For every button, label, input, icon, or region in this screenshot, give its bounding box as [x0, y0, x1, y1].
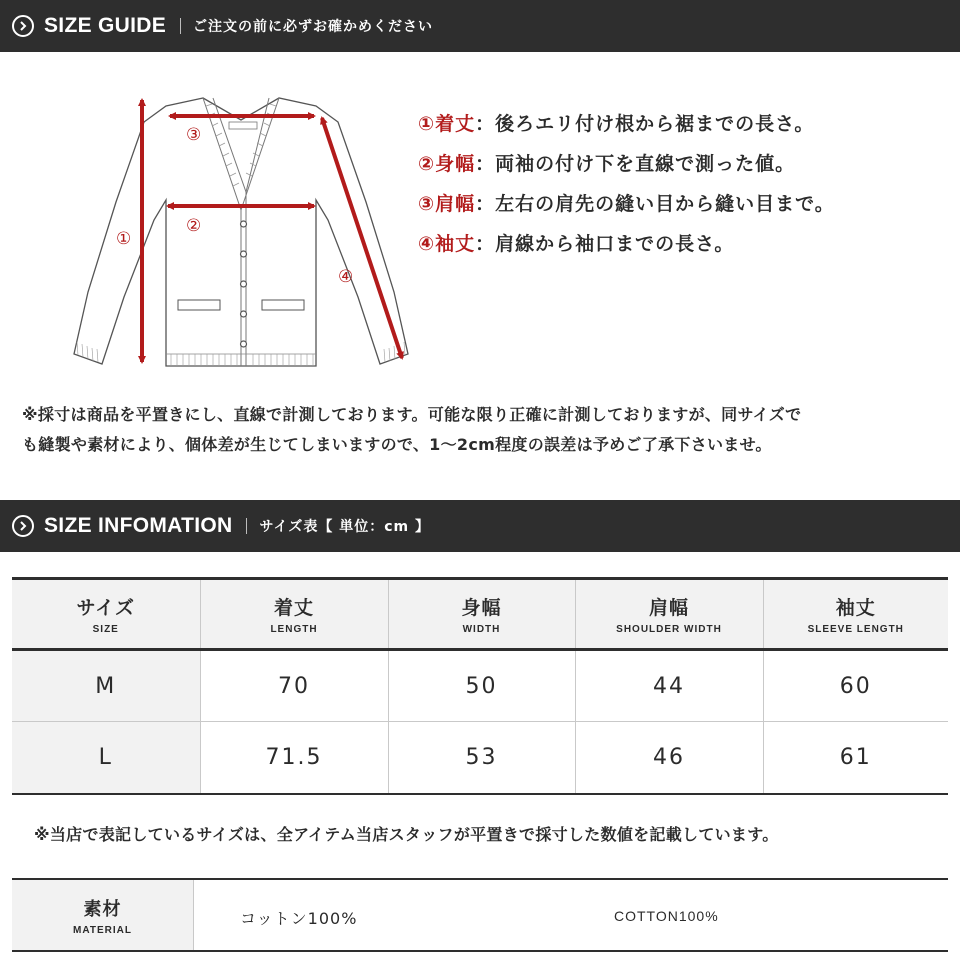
header-divider — [180, 18, 181, 34]
measurement-note-line: も縫製や素材により、個体差が生じてしまいますので、1～2cm程度の誤差は予めご了承下さいませ。 — [22, 435, 772, 454]
column-header-size: サイズ SIZE — [12, 579, 200, 650]
material-label — [12, 880, 194, 950]
measurement-note-line: ※採寸は商品を平置きにし、直線で計測しております。可能な限り正確に計測しておりますが、同サイズで — [22, 405, 802, 424]
definition-key: ④袖丈 — [418, 232, 476, 255]
definition-text: ：両袖の付け下を直線で測った値。 — [475, 152, 796, 175]
cardigan-measurement-illustration — [66, 92, 426, 377]
sleeve-arrow — [322, 118, 402, 358]
definition-key: ②身幅 — [418, 152, 476, 175]
definition-length — [418, 102, 835, 142]
measurement-definitions — [418, 102, 835, 262]
marker-1: ① — [116, 229, 132, 249]
size-guide-header — [0, 0, 960, 52]
size-info-title: SIZE INFOMATION — [44, 514, 233, 537]
header-divider — [246, 518, 247, 534]
table-cell: 44 — [575, 650, 763, 722]
table-cell: 46 — [575, 722, 763, 794]
size-table-header-row — [12, 579, 948, 650]
material-label-jp: 素材 — [83, 898, 122, 920]
table-cell: 53 — [388, 722, 575, 794]
column-header-length: 着丈 LENGTH — [200, 579, 388, 650]
size-cell: L — [12, 722, 200, 794]
definition-text: ：肩線から袖口までの長さ。 — [475, 232, 735, 255]
chevron-right-circle-icon — [12, 15, 34, 37]
marker-2: ② — [186, 216, 202, 236]
measurement-note — [22, 400, 952, 460]
definition-key: ①着丈 — [418, 112, 476, 135]
definition-width — [418, 142, 835, 182]
table-row — [12, 650, 948, 722]
size-guide-subtitle: ご注文の前に必ずお確かめください — [193, 19, 434, 35]
chevron-right-circle-icon — [12, 515, 34, 537]
definition-key: ③肩幅 — [418, 192, 476, 215]
column-header-width: 身幅 WIDTH — [388, 579, 575, 650]
material-value-jp: コットン100% — [240, 909, 358, 928]
table-cell: 61 — [763, 722, 948, 794]
column-header-shoulder: 肩幅 SHOULDER WIDTH — [575, 579, 763, 650]
size-info-subtitle: サイズ表【 単位：cm 】 — [259, 519, 430, 535]
material-table — [12, 878, 948, 952]
table-cell: 71.5 — [200, 722, 388, 794]
definition-sleeve — [418, 222, 835, 262]
material-label-en: MATERIAL — [73, 924, 132, 936]
definition-text: ：左右の肩先の縫い目から縫い目まで。 — [475, 192, 835, 215]
material-value-en: COTTON100% — [614, 908, 719, 924]
size-cell: M — [12, 650, 200, 722]
table-row — [12, 722, 948, 794]
store-sizing-note: ※当店で表記しているサイズは、全アイテム当店スタッフが平置きで採寸した数値を記載しています。 — [34, 825, 779, 844]
column-header-sleeve: 袖丈 SLEEVE LENGTH — [763, 579, 948, 650]
table-cell: 70 — [200, 650, 388, 722]
marker-3: ③ — [186, 125, 202, 145]
size-info-header — [0, 500, 960, 552]
marker-4: ④ — [338, 267, 354, 287]
table-cell: 50 — [388, 650, 575, 722]
table-cell: 60 — [763, 650, 948, 722]
size-guide-title: SIZE GUIDE — [44, 14, 167, 37]
definition-shoulder — [418, 182, 835, 222]
definition-text: ：後ろエリ付け根から裾までの長さ。 — [475, 112, 815, 135]
size-table — [12, 577, 948, 795]
